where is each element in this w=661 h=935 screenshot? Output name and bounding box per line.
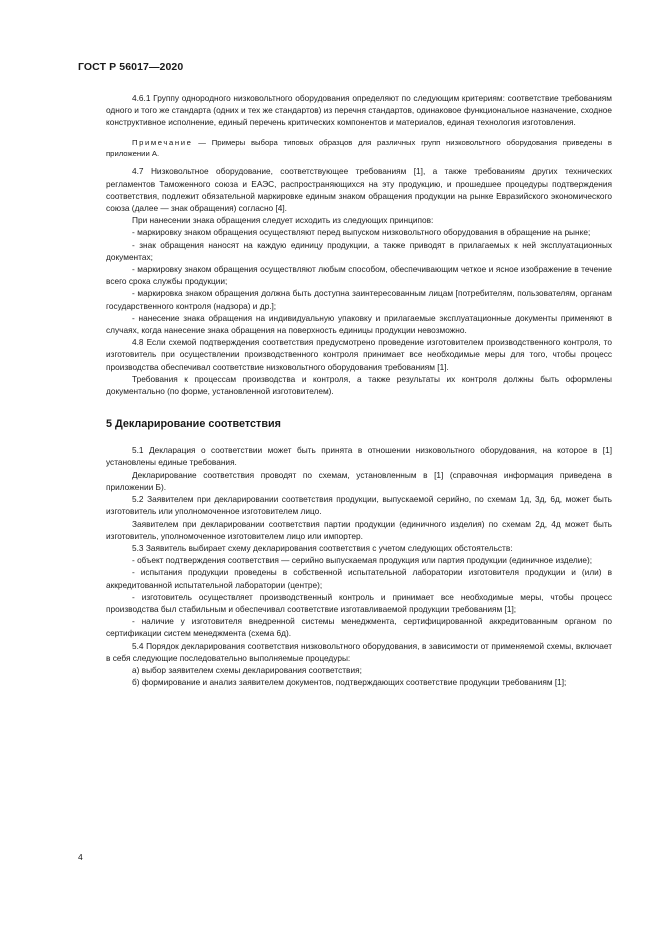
list-item: - объект подтверждения соответствия — серийно выпускаемая продукция или партия продукции (единичное изделие);: [132, 555, 593, 566]
paragraph-applicant-batch: Заявителем при декларировании соответствия партии продукции (единичного изделия) по схемам 2д, 4д может быть изготовитель, уполномоченное изготовителем лицо или импортер.: [106, 518, 612, 541]
list-item: б) формирование и анализ заявителем документов, подтверждающих соответствие продукции требованиям [1];: [132, 677, 567, 688]
list-item: а) выбор заявителем схемы декларирования соответствия;: [132, 664, 362, 675]
paragraph-4-7: 4.7 Низковольтное оборудование, соответствующее требованиям [1], а также требованиям других технических регламентов Таможенного союза и ЕАЭС, распространяющихся на эту продукцию, и прошедшее процедуры подтверждения соответствия, подлежит обязательной маркировке единым знаком обращения продукции на рынке Евразийского экономического союза (далее — знак обращения) согласно [4].: [106, 166, 612, 214]
list-item: - нанесение знака обращения на индивидуальную упаковку и прилагаемые эксплуатационные документы применяют в случаях, когда нанесение знака обращения на поверхность единицы продукции невозможно.: [106, 312, 612, 336]
list-item: - наличие у изготовителя внедренной системы менеджмента, сертифицированной аккредитованным органом по сертификации систем менеджмента (схема 6д).: [106, 616, 612, 639]
paragraph-requirements: Требования к процессам производства и контроля, а также результаты их контроля должны быть оформлены документально (по форме, установленной изготовителем).: [106, 373, 612, 397]
list-item: - изготовитель осуществляет производственный контроль и принимает все необходимые меры, чтобы процесс производства был стабильным и обеспечивал соответствие изготавливаемой продукции требованиям [1];: [106, 591, 612, 614]
list-item: - испытания продукции проведены в собственной испытательной лаборатории изготовителя продукции и (или) в аккредитованной испытательной лаборатории (центре);: [106, 567, 612, 590]
paragraph-4-6-1: 4.6.1 Группу однородного низковольтного оборудования определяют по следующим критериям: соответствие требованиям одного и того же стандарта (одних и тех же стандартов) из перечня стандартов, одинаковое функциональное назначение, сходное конструктивное исполнение, единый перечень критических компонентов и материалов, единая технология изготовления.: [106, 93, 612, 128]
section-title: 5 Декларирование соответствия: [106, 418, 281, 431]
list-item: - знак обращения наносят на каждую единицу продукции, а также приводят в прилагаемых к ней эксплуатационных документах;: [106, 239, 612, 262]
document-body: [106, 92, 612, 688]
list-item: - маркировка знаком обращения должна быть доступна заинтересованным лицам [потребителям, пользователям, органам государственного контроля (надзора) и др.];: [106, 288, 612, 311]
paragraph-5-1: 5.1 Декларация о соответствии может быть принята в отношении низковольтного оборудования, на которое в [1] установлены единые требования.: [106, 445, 612, 468]
page-number: 4: [78, 852, 83, 862]
list-item: - маркировку знаком обращения осуществляют любым способом, обеспечивающим четкое и ясное изображение в течение всего срока службы продукции;: [106, 264, 612, 287]
note-text: — Примеры выбора типовых образцов для различных групп низковольтного оборудования приведены в приложении А.: [106, 137, 612, 159]
paragraph-5-2: 5.2 Заявителем при декларировании соответствия продукции, выпускаемой серийно, по схемам 1д, 3д, 6д, может быть изготовитель или уполномоченное изготовителем лицо.: [106, 494, 612, 517]
note-label: Примечание: [132, 137, 193, 147]
paragraph-principles-intro: При нанесении знака обращения следует исходить из следующих принципов:: [132, 215, 434, 226]
paragraph-5-4: 5.4 Порядок декларирования соответствия низковольтного оборудования, в зависимости от применяемой схемы, включает в себя следующие последовательно выполняемые процедуры:: [106, 640, 612, 663]
standard-header: ГОСТ Р 56017—2020: [78, 61, 184, 73]
paragraph-5-3: 5.3 Заявитель выбирает схему декларирования соответствия с учетом следующих обстоятельств:: [132, 542, 513, 553]
list-item: - маркировку знаком обращения осуществляют перед выпуском низковольтного оборудования в обращение на рынке;: [132, 227, 591, 238]
paragraph-4-8: 4.8 Если схемой подтверждения соответствия предусмотрено проведение изготовителем производственного контроля, то изготовитель при осуществлении производственного контроля принимает все необходимые меры для того, чтобы процесс производства обеспечивал соответствие низковольтного оборудования требованиям [1].: [106, 337, 612, 372]
paragraph-schemes: Декларирование соответствия проводят по схемам, установленным в [1] (справочная информация приведена в приложении Б).: [106, 469, 612, 492]
note: [106, 137, 612, 160]
